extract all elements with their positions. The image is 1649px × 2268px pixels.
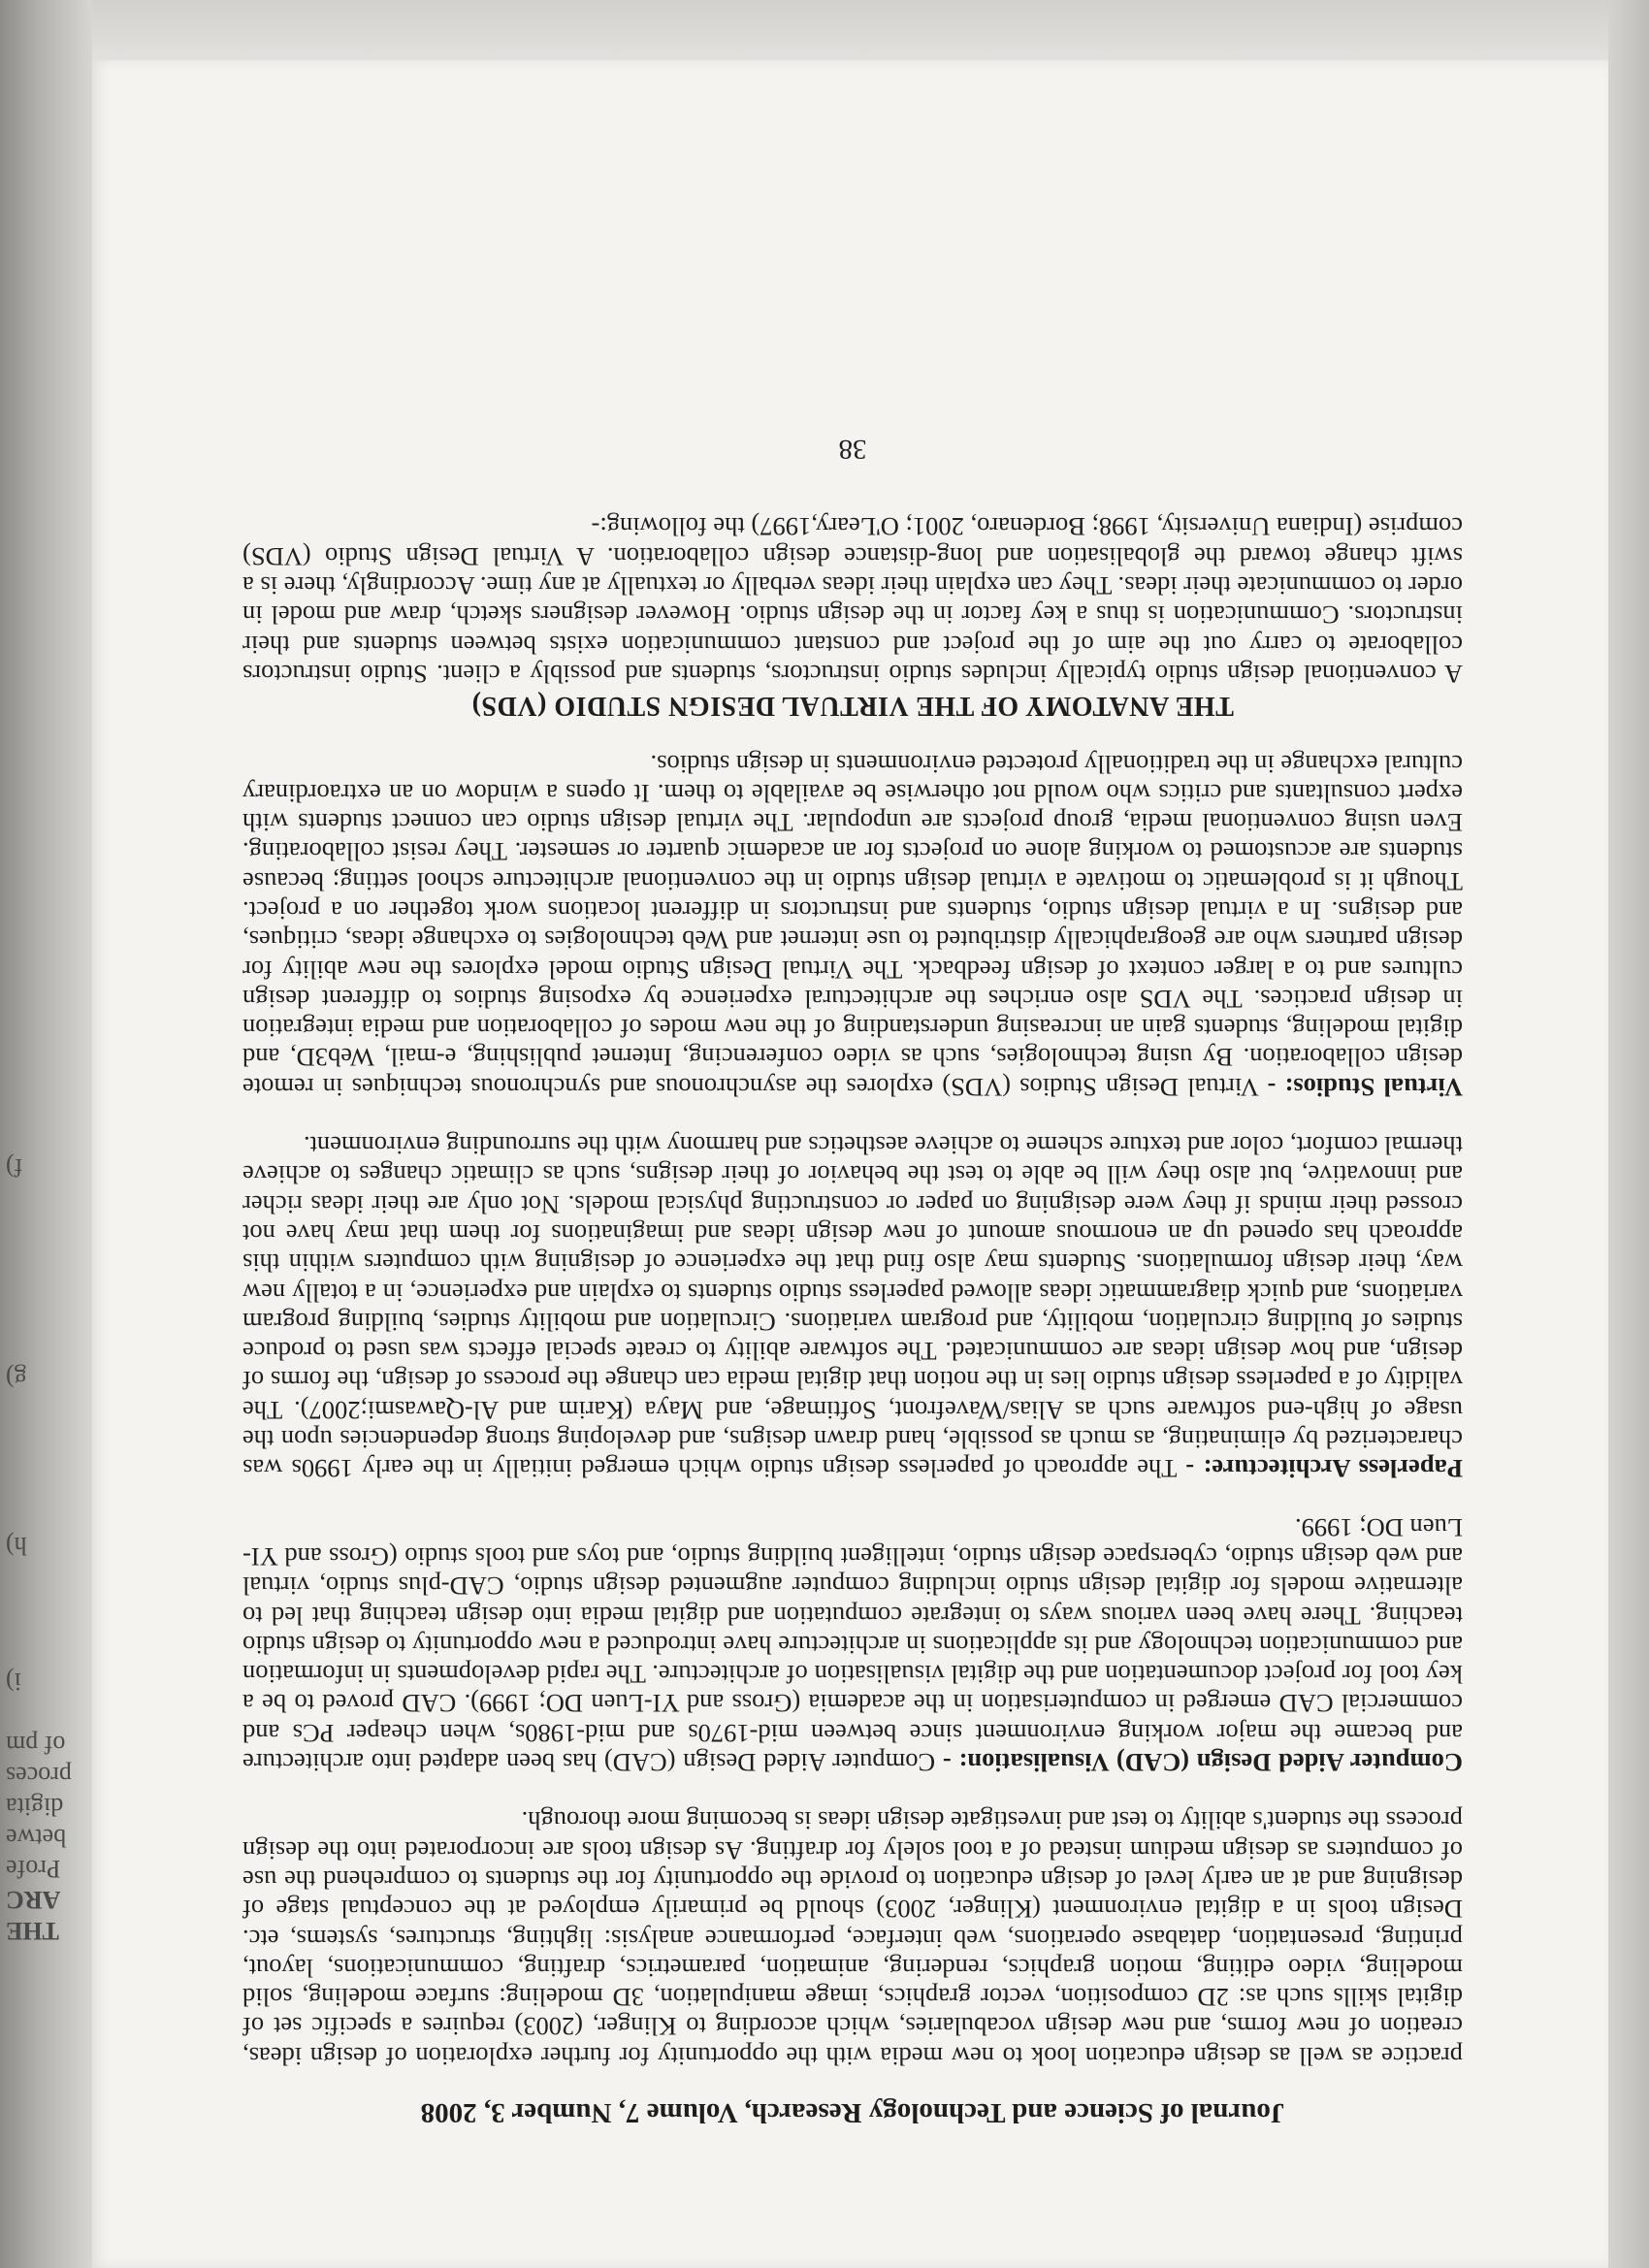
previous-page-strip (0, 0, 92, 2268)
scan-top-shadow (0, 0, 1649, 60)
previous-page-fragment: g) (6, 1364, 27, 1392)
previous-page-fragment: h) (6, 1532, 27, 1560)
virtual-studios-paragraph (242, 749, 1463, 1102)
paperless-heading: Paperless Architecture: - (1185, 1454, 1463, 1484)
rotated-page-content (92, 60, 1608, 2268)
page-text-block (242, 435, 1463, 2127)
previous-page-fragment: betwe (6, 1824, 67, 1852)
previous-page-fragment: f) (6, 1153, 23, 1182)
previous-page-fragment: of pm (6, 1731, 66, 1759)
section-title: THE ANATOMY OF THE VIRTUAL DESIGN STUDIO (VDS) (471, 691, 1234, 722)
previous-page-fragment: digita (6, 1793, 64, 1821)
virtual-studios-body: Virtual Design Studios (VDS) explores the asynchronous and synchronous techniques in remote design collaboration. By using technologies, such as video conferencing, Internet publishing, e-mail, Web3D, and digital modeling, students gain an increasing understanding of the new modes of collaboration and media integration in design practices. The VDS also enriches the architectural experience by exposing studios to different design cultures and to a larger context of design feedback. The Virtual Design Studio model explores the new ability for design partners who are geographically distributed to use internet and Web technologies to exchange ideas, critiques, and designs. In a virtual design studio, students and instructors in different locations work together on a project. Though it is problematic to motivate a virtual design studio in the conventional architecture school setting; because students are accustomed to working alone on projects for an academic quarter or semester. They resist collaborating. Even using conventional media, group projects are unpopular. The virtual design studio can connect students with expert consultants and critics who would not otherwise be available to them. It opens a window on an extraordinary cultural exchange in the traditionally protected environments in design studios. (242, 749, 1463, 1102)
paperless-body: The approach of paperless design studio which emerged initially in the early 1990s was characterized by eliminating, as much as possible, hand drawn designs, and developing strong dependencies upon the usage of high-end software such as Alias/Wavefront, Softimage, and Maya (Karim and Al-Qawasmi;2007). The validity of a paperless design studio lies in the notion that digital media can change the process of design, the forms of design, and how design ideas are communicated. The software ability to create special effects was used to produce studies of building circulation, mobility, and program variations. Circulation and mobility studies, building program variations, and quick diagrammatic ideas allowed paperless studio students to explain and experience, in a totally new way, their design formulations. Students may also find that the experience of designing with computers within this approach has opened up an enormous amount of new design ideas and imaginations for them that may have not crossed their minds if they were designing on paper or constructing physical models. Not only are their ideas richer and innovative, but also they will be able to test the behavior of their designs, such as climatic changes to achieve thermal comfort, color and texture scheme to achieve aesthetics and harmony with the surrounding environment. (242, 1131, 1463, 1484)
previous-page-fragment: i) (6, 1668, 21, 1696)
page-number: 38 (838, 434, 867, 466)
cad-heading: Computer Aided Design (CAD) Visualisation: - (942, 1748, 1463, 1778)
intro-paragraph: practice as well as design education look to new media with the opportunity for further exploration of design ideas, creation of new forms, and new design vocabularies, which according to Klinger, (2003) requires a specific set of digital skills such as: 2D composition, vector graphics, image manipulation, 3D modeling: surface modeling, solid modeling, video editing, motion graphics, rendering, animation, parametrics, drafting, communications, layout, printing, presentation, database operations, web interface, performance analysis: lighting, structures, systems, etc. Design tools in a digital environment (Klinger, 2003) should be primarily employed at the conceptual stage of designing and at an early level of design education to provide the opportunity for the students to comprehend the use of computers as design medium instead of a tool solely for drafting. As design tools are incorporated into the design process the student's ability to test and investigate design ideas is becoming more thorough. (242, 1806, 1463, 2071)
journal-header: Journal of Science and Technology Research, Volume 7, Number 3, 2008 (420, 2097, 1285, 2128)
previous-page-fragment: proces (6, 1762, 72, 1790)
cad-body: Computer Aided Design (CAD) has been adapted into architecture and became the major working environment since between mid-1970s and mid-1980s, when cheaper PCs and commercial CAD emerged in computerisation in the academia (Gross and YI-Luen DO; 1999). CAD proved to be a key tool for project documentation and the digital visualisation of architecture. The rapid developments in information and communication technology and its applications in architecture have introduced a new opportunity to design studio teaching. There have been various ways to integrate computation and digital media into design teaching that led to alternative models for digital design studio including computer augmented design studio, CAD-plus studio, virtual and web design studio, cyberspace design studio, intelligent building studio, and toys and tools studio (Gross and YI-Luen DO; 1999. (242, 1512, 1463, 1778)
paperless-paragraph (242, 1131, 1463, 1484)
anatomy-paragraph: A conventional design studio typically includes studio instructors, students and possibly a client. Studio instructors collaborate to carry out the aim of the project and constant communication exists between students and their instructors. Communication is thus a key factor in the design studio. However designers sketch, draw and model in order to communicate their ideas. They can explain their ideas verbally or textually at any time. Accordingly, there is a swift change toward the globalisation and long-distance design collaboration. A Virtual Design Studio (VDS) comprise (Indiana University, 1998; Bordenaro, 2001; O'Leary,1997) the following:- (242, 512, 1463, 689)
virtual-studios-heading: Virtual Studios: - (1267, 1072, 1463, 1102)
scan-right-edge (1608, 0, 1649, 2268)
previous-page-fragment: ARC (6, 1886, 61, 1914)
cad-paragraph (242, 1512, 1463, 1777)
previous-page-fragment: Profe (6, 1855, 61, 1883)
previous-page-fragment: THE (6, 1917, 59, 1945)
journal-page (92, 60, 1608, 2268)
